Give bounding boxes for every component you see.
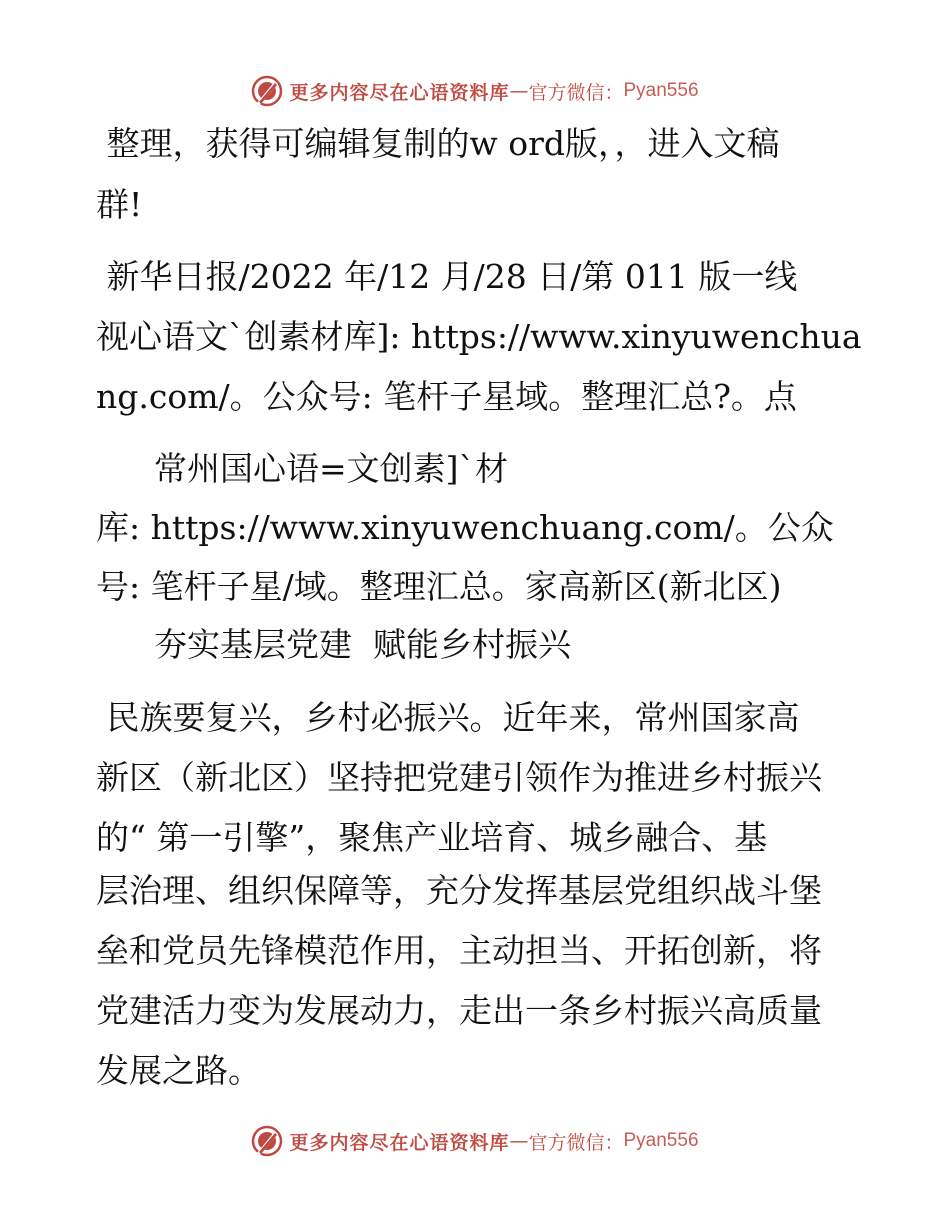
doc-line-2: 群!: [96, 185, 143, 224]
doc-line-7: 库: https://www.xinyuwenchuang.com/。公众: [96, 508, 834, 547]
doc-line-13: 层治理、组织保障等，充分发挥基层党组织战斗堡: [96, 871, 822, 910]
doc-line-1: 整理，获得可编辑复制的w ord版，，进入文稿: [96, 124, 780, 163]
doc-line-6: 常州国心语=文创素]`材: [154, 449, 509, 488]
doc-line-3: 新华日报/2022 年/12 月/28 日/第 011 版一线: [96, 257, 798, 296]
pen-logo-icon: [251, 75, 283, 107]
doc-line-5: ng.com/。公众号: 笔杆子星域。整理汇总?。点: [96, 377, 797, 416]
banner-brand-text: 更多内容尽在心语资料库: [289, 81, 510, 104]
doc-line-14: 垒和党员先锋模范作用，主动担当、开拓创新，将: [96, 931, 822, 970]
banner-brand-text: 更多内容尽在心语资料库: [289, 1131, 510, 1154]
doc-line-10: 民族要复兴，乡村必振兴。近年来，常州国家高: [96, 698, 800, 737]
banner-separator: —: [509, 1130, 529, 1152]
doc-line-4: 视心语文`创素材库]: https://www.xinyuwenchua: [96, 317, 862, 356]
doc-line-8: 号: 笔杆子星/域。整理汇总。家高新区(新北区): [96, 567, 782, 606]
header-watermark-banner: [0, 71, 950, 111]
banner-wechat-handle: Pyan556: [623, 80, 699, 101]
banner-wechat-handle: Pyan556: [623, 1130, 699, 1151]
footer-watermark-banner: [0, 1121, 950, 1161]
article-title: 夯实基层党建 赋能乡村振兴: [154, 625, 571, 664]
banner-contact-label: 官方微信：: [528, 1131, 624, 1154]
doc-line-11: 新区（新北区）坚持把党建引领作为推进乡村振兴: [96, 758, 822, 797]
doc-line-16: 发展之路。: [96, 1051, 261, 1090]
doc-line-15: 党建活力变为发展动力，走出一条乡村振兴高质量: [96, 991, 822, 1030]
banner-separator: —: [509, 80, 529, 102]
pen-logo-icon: [251, 1125, 283, 1157]
doc-line-12: 的“ 第一引擎”，聚焦产业培育、城乡融合、基: [96, 818, 768, 857]
banner-contact-label: 官方微信：: [528, 81, 624, 104]
